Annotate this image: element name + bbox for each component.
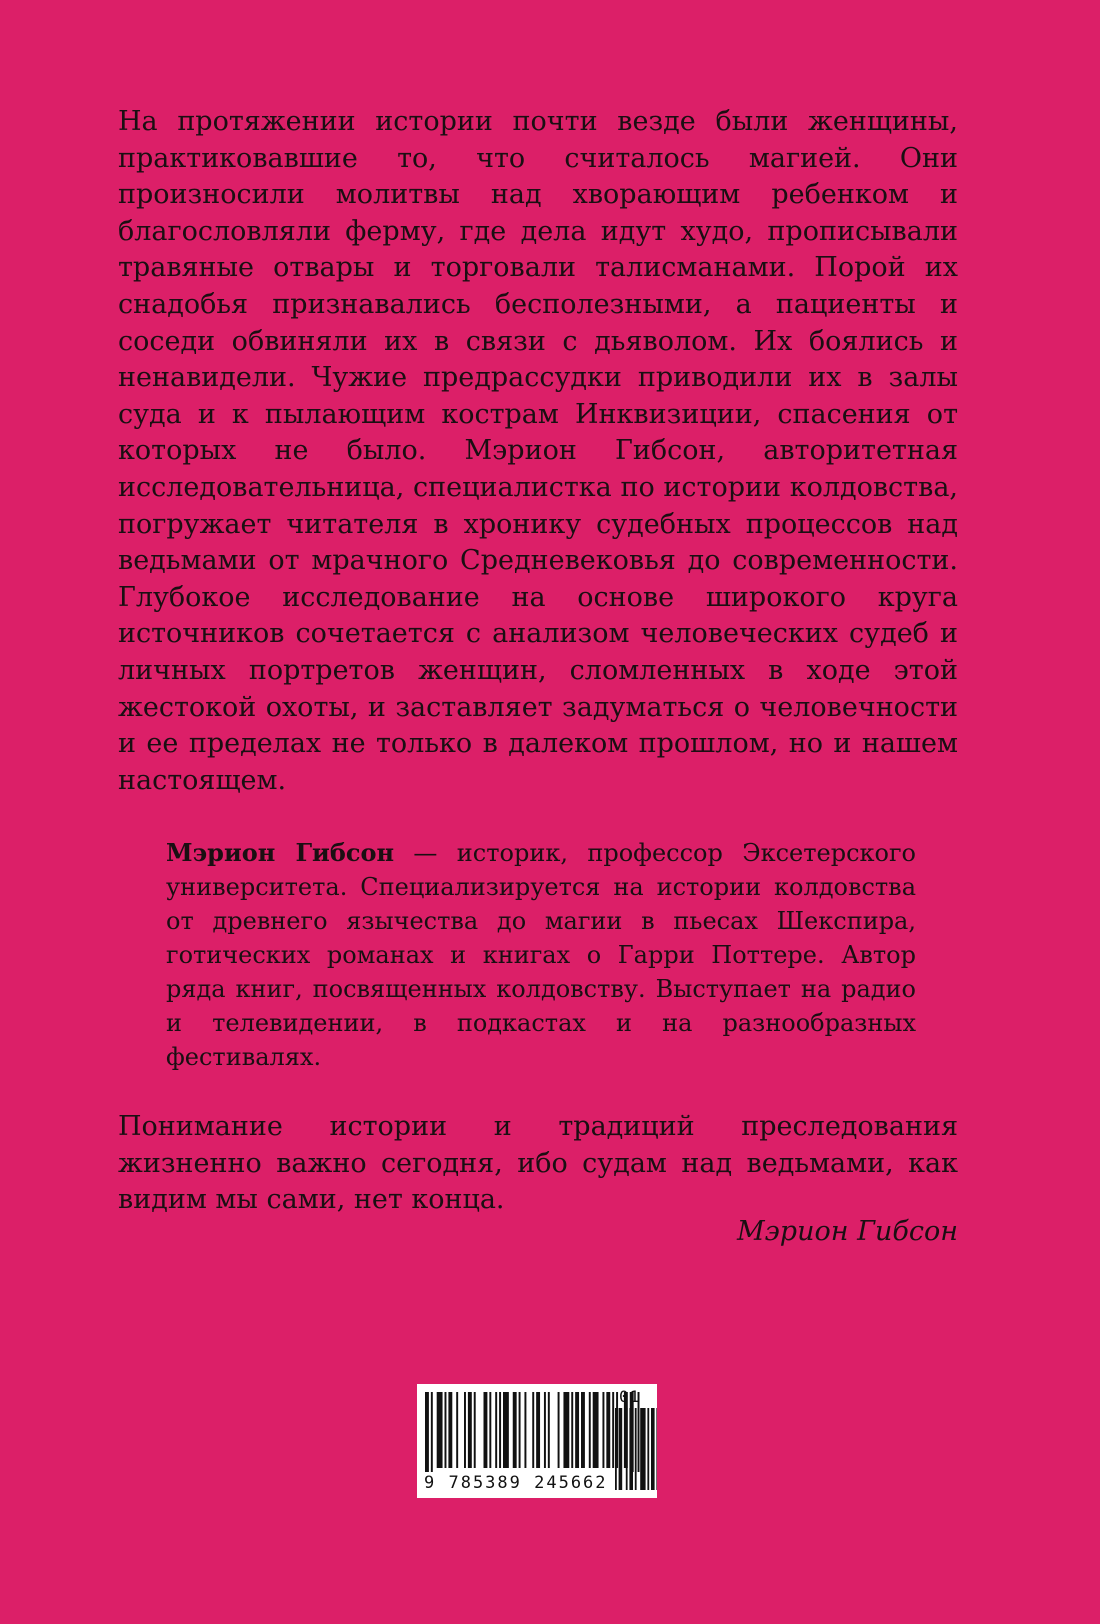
barcode-bar — [532, 1392, 534, 1468]
author-quote: Понимание истории и традиций преследования жизненно важно сегодня, ибо судам над ведьмами, как видим мы сами, нет конца. — [118, 1111, 958, 1216]
barcode-bar — [503, 1392, 509, 1468]
author-bio-name: Мэрион Гибсон — [166, 838, 395, 867]
barcode-bar — [606, 1392, 610, 1468]
barcode-addon-bar — [640, 1408, 645, 1490]
barcode-addon-bar — [619, 1408, 623, 1490]
barcode-bar — [563, 1392, 569, 1468]
barcode-bar — [519, 1392, 521, 1468]
barcode-addon-bar — [635, 1408, 637, 1490]
barcode-addon-bar — [651, 1408, 655, 1490]
barcode-bar — [464, 1392, 466, 1468]
author-bio-text: — историк, профессор Эксетерского университета. Специализируется на истории колдовства от древнего язычества до магии в пьесах Шекспира, готических романах и книгах о Гарри Поттере. Автор ряда книг, посвященных колдовству. Выступает на радио и телевидении, в подкастах и на разнообразных фестивалях. — [166, 839, 916, 1071]
isbn-number: 9 785389 245662 — [424, 1473, 608, 1493]
barcode-bar — [575, 1392, 579, 1468]
quote-author-signature: Мэрион Гибсон — [737, 1216, 958, 1247]
barcode-addon-bar — [615, 1408, 617, 1490]
isbn-barcode — [417, 1384, 657, 1498]
author-bio — [166, 836, 916, 1074]
barcode-bar — [499, 1392, 501, 1468]
barcode-bar — [474, 1392, 476, 1468]
barcode-bar — [513, 1392, 517, 1468]
barcode-bar — [456, 1392, 458, 1468]
barcode-bar — [589, 1392, 591, 1468]
book-description: На протяжении истории почти везде были женщины, практиковавшие то, что считалось магией. Они произносили молитвы над хворающим ребенком и благословляли ферму, где дела идут худо, прописывали травяные отвары и торговали талисманами. Порой их снадобья признавались бесполезными, а пациенты и соседи обвиняли их в связи с дьяволом. Их боялись и ненавидели. Чужие предрассудки приводили их в залы суда и к пылающим кострам Инквизиции, спасения от которых не было. Мэрион Гибсон, авторитетная исследовательница, специалистка по истории колдовства, погружает читателя в хронику судебных процессов над ведьмами от мрачного Средневековья до современности. Глубокое исследование на основе широкого круга источников сочетается с анализом человеческих судеб и личных портретов женщин, сломленных в ходе этой жестокой охоты, и заставляет задуматься о человечности и ее пределах не только в далеком прошлом, но и нашем настоящем. — [118, 106, 958, 796]
barcode-bar — [544, 1392, 546, 1468]
barcode-addon-number: 01 — [619, 1387, 641, 1406]
barcode-bar — [495, 1392, 497, 1468]
barcode-bar — [558, 1392, 560, 1468]
barcode-bar — [593, 1392, 599, 1468]
barcode-bar — [437, 1392, 443, 1468]
barcode-bar — [571, 1392, 573, 1468]
barcode-bar — [489, 1392, 491, 1468]
barcode-bar — [536, 1392, 540, 1468]
barcode-addon-bar — [647, 1408, 649, 1490]
barcode-bar — [581, 1392, 585, 1468]
barcode-bar — [448, 1392, 452, 1468]
barcode-addon-bar — [626, 1408, 628, 1490]
barcode-addon-bar — [629, 1408, 633, 1490]
barcode-bar — [445, 1392, 447, 1468]
barcode-bar — [468, 1392, 472, 1468]
barcode-bar — [548, 1392, 550, 1468]
barcode-bar — [431, 1392, 433, 1472]
barcode-addon-bar — [656, 1408, 657, 1490]
barcode-bar — [602, 1392, 604, 1468]
barcode-bar — [484, 1392, 488, 1468]
barcode-bar — [612, 1392, 614, 1468]
barcode-bar — [425, 1392, 429, 1472]
barcode-bar — [524, 1392, 526, 1468]
